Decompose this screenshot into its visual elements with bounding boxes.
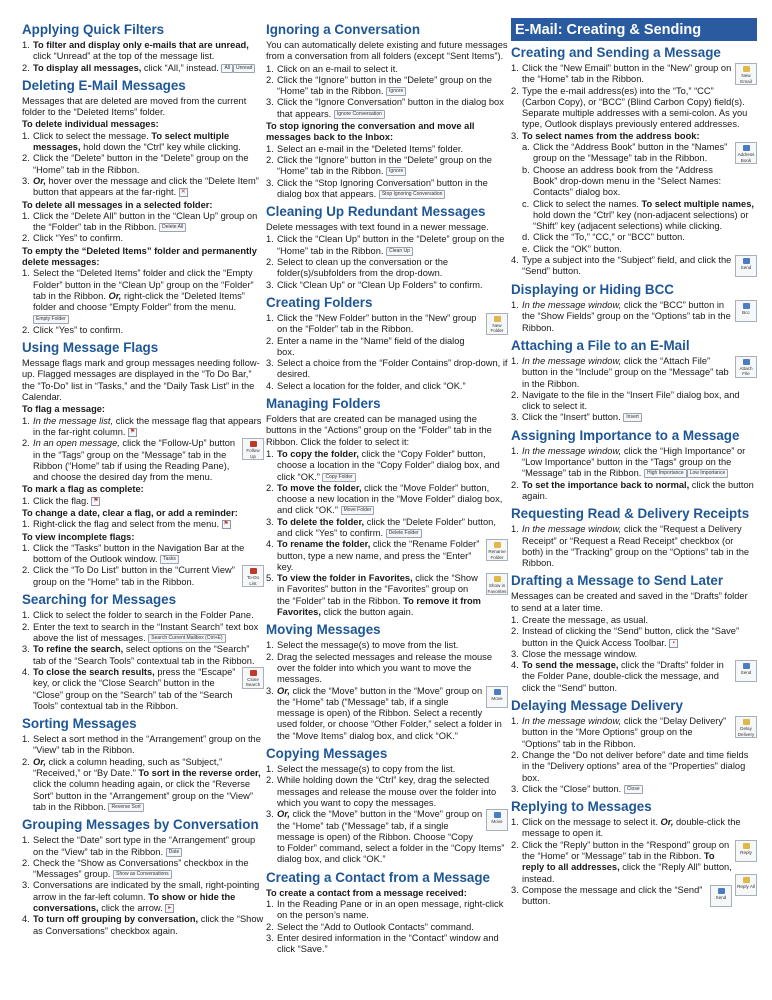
delete-all-button[interactable]: Delete All [159, 223, 186, 232]
column-2 [266, 18, 508, 955]
date-button[interactable]: Date [166, 848, 183, 857]
step: 3. To delete the folder, click the “Delete Folder” button, and click “Yes” to confirm. Delete Folder [266, 516, 496, 538]
step: 2. To move the folder, click the “Move Folder” button, choose a new location in the “Move Folder” dialog box, and click “OK.” Move Folder [266, 482, 503, 516]
step: 1. Click the “Clean Up” button in the “Delete” group on the “Home” tab in the Ribbon. Clean Up [266, 234, 505, 256]
step: 1. In the message window, click the “High Importance” or “Low Importance” button in the “Tags” group on the “Message” tab in the Ribbon. High Importance Low Importance [511, 445, 746, 479]
delete-x-icon[interactable]: ✕ [180, 189, 186, 196]
heading-applying-quick-filters: Applying Quick Filters [22, 22, 165, 37]
send-button[interactable]: Send [735, 255, 757, 277]
low-importance-button[interactable]: Low Importance [687, 469, 729, 478]
heading-searching-messages: Searching for Messages [22, 592, 177, 608]
high-importance-button[interactable]: High Importance [644, 469, 687, 478]
step: 1. In the Reading Pane or in an open message, right-click on the person’s name. [266, 899, 504, 921]
step: 2. Or, click a column heading, such as “Subject,” “Received,” or “By Date.” To sort in the reverse order, click the column heading again, or click the “Reverse Sort” button in the “Arrangement” group on the “View” tab in the Ribbon. Reverse Sort [22, 756, 261, 812]
step: 1. Click on an e-mail to select it. [266, 63, 398, 74]
step: 2. To set the importance back to normal, click the button again. [511, 479, 754, 501]
section-banner: E-Mail: Creating & Sending [511, 18, 757, 41]
heading-deleting-messages: Deleting E-Mail Messages [22, 77, 186, 93]
subheading: To flag a message: [22, 404, 106, 415]
clean-up-button[interactable]: Clean Up [386, 247, 413, 256]
heading-sorting-messages: Sorting Messages [22, 716, 137, 732]
paragraph: Delete messages with text found in a newer message. [266, 222, 489, 233]
paragraph: Messages that are deleted are moved from the current folder to the “Deleted Items” folder. [22, 95, 247, 118]
follow-up-button[interactable]: Follow Up [242, 438, 264, 460]
substep: e. Click the “OK” button. [522, 243, 622, 254]
step: 3. Or, hover over the message and click the “Delete Item” button that appears at the far-right. ✕ [22, 175, 259, 198]
bcc-button[interactable]: Bcc [735, 300, 757, 322]
substep: a. Address Book Click the “Address Book” button in the “Names” group on the “Message” tab in the Ribbon. [522, 142, 757, 165]
insert-button[interactable]: Insert [623, 413, 642, 422]
step: 1. In the message list, click the message flag that appears in the far-right column. ⚑ [22, 415, 262, 437]
step: 1. Select the “Deleted Items” folder and click the “Empty Folder” button in the “Clean Up” group on the “Folder” tab in the Ribbon. Or, right-click the “Deleted Items” folder and choose “Empty Folder” from the menu. Empty Folder [22, 268, 254, 322]
heading-grouping-conversation: Grouping Messages by Conversation [22, 817, 259, 833]
stop-ignoring-button[interactable]: Stop Ignoring Conversation [379, 190, 446, 199]
step: 1. Bcc In the message window, click the “BCC” button in the “Show Fields” group on the “Options” tab in the Ribbon. [511, 300, 757, 334]
heading-creating-sending: Creating and Sending a Message [511, 45, 721, 60]
column-1 [22, 18, 264, 937]
substep: c. Click to select the names. To select multiple names, hold down the “Ctrl” key (non-adjacent selections) or “Shift” key (adjacent selections) while clicking. [522, 198, 754, 232]
subheading: To create a contact from a message received: [266, 887, 467, 898]
ignore-conversation-button[interactable]: Ignore Conversation [334, 110, 385, 119]
paragraph: Messages can be created and saved in the “Drafts” folder to send at a later time. [511, 591, 748, 613]
step: 2. To display all messages, click “All,” instead. All Unread [22, 63, 264, 74]
step: 1. Right-click the flag and select from the menu. ⚑ [22, 519, 229, 530]
step: 1. Click to select the folder to search in the Folder Pane. [22, 610, 254, 621]
step: 1. In the message window, click the “Request a Delivery Receipt” or “Request a Read Receipt” checkbox (or both) in the “Tracking” group on the “Options” tab in the Ribbon. [511, 524, 750, 569]
step: 3. Enter desired information in the “Contact” window and click “Save.” [266, 932, 499, 955]
copy-folder-button[interactable]: Copy Folder [322, 473, 355, 482]
paragraph: You can automatically delete existing and future messages from a conversation from all folders (except “Sent Items”). [266, 40, 508, 62]
move-folder-button[interactable]: Move Folder [341, 506, 375, 515]
send-button[interactable]: Send [710, 885, 732, 907]
heading-receipts: Requesting Read & Delivery Receipts [511, 506, 750, 522]
step: 1. New Folder Click the “New Folder” button in the “New” group on the “Folder” tab in the Ribbon. [266, 313, 508, 336]
paragraph: Folders that are created can be managed using the buttons in the “Actions” group on the “Folder” tab in the Ribbon. Click the folder to select it: [266, 414, 492, 447]
reply-all-button[interactable]: Reply All [735, 874, 757, 896]
flag-icon[interactable]: ⚑ [93, 497, 99, 504]
step: 3. To refine the search, select options on the “Search” tab of the “Search Tools” contextual tab in the Ribbon. [22, 644, 255, 666]
subheading: To view incomplete flags: [22, 531, 135, 542]
all-filter-button[interactable]: All [221, 64, 233, 73]
step: 3. Move Or, click the “Move” button in the “Move” group on the “Home” tab (“Message” tab, if a single message is open) of the Ribbon. Select a recently used folder, or choose “Other Folder,” select a folder in the “Move Items” dialog box, and click “OK.” [266, 686, 508, 742]
show-in-favorites-button[interactable]: Show in Favorites [486, 573, 508, 595]
step: 1. Select an e-mail in the “Deleted Items” folder. [266, 143, 464, 154]
step: 2. Click “Yes” to confirm. [22, 324, 124, 335]
heading-drafting: Drafting a Message to Send Later [511, 573, 724, 589]
step: 4. Rename Folder To rename the folder, click the “Rename Folder” button, type a new name, and press the “Enter” key. [266, 539, 508, 573]
step: 1. Select the message(s) to copy from the list. [266, 764, 456, 775]
new-folder-button[interactable]: New Folder [486, 313, 508, 335]
heading-importance: Assigning Importance to a Message [511, 427, 740, 443]
step: 5. Show in Favorites To view the folder in Favorites, click the “Show in Favorites” button in the “Favorites” group on the “Folder” tab in the Ribbon. To remove it from Favorites, click the button again. [266, 573, 507, 618]
step: 1. Click to select the message. To select multiple messages, hold down the “Ctrl” key while clicking. [22, 130, 241, 153]
close-search-button[interactable]: Close Search [242, 667, 264, 689]
heading-attaching-file: Attaching a File to an E-Mail [511, 337, 690, 353]
heading-ignoring-conversation: Ignoring a Conversation [266, 22, 421, 37]
step: 1. To copy the folder, click the “Copy Folder” button, choose a location in the “Copy Folder” dialog box, and click “OK.” Copy Folder [266, 448, 500, 482]
step: 4. To turn off grouping by conversation, click the “Show as Conversations” checkbox again. [22, 914, 264, 936]
heading-message-flags: Using Message Flags [22, 340, 159, 356]
heading-copying-messages: Copying Messages [266, 746, 388, 762]
step: 3. Click the “Ignore Conversation” button in the dialog box that appears. Ignore Conversation [266, 97, 504, 119]
step: 1. New Email Click the “New Email” button in the “New” group on the “Home” tab in the Ribbon. [511, 63, 757, 86]
unread-filter-button[interactable]: Unread [233, 64, 255, 73]
step: 1. Select the “Date” sort type in the “Arrangement” group on the “View” tab in the Ribbon. Date [22, 835, 256, 857]
move-button[interactable]: Move [486, 686, 508, 708]
step: 1. Select the message(s) to move from the list. [266, 640, 459, 651]
step: 2. Select the “Add to Outlook Contacts” command. [266, 921, 474, 932]
step: 3. Close the message window. [511, 648, 638, 659]
heading-moving-messages: Moving Messages [266, 622, 381, 638]
subheading: To change a date, clear a flag, or add a reminder: [22, 507, 238, 518]
heading-bcc: Displaying or Hiding BCC [511, 282, 674, 298]
heading-managing-folders: Managing Folders [266, 396, 381, 412]
substep: b. Choose an address book from the “Address Book” drop-down menu in the “Select Names: Contacts” dialog box. [522, 164, 722, 198]
step: 2. Click the “Ignore” button in the “Delete” group on the “Home” tab in the Ribbon. Ignore [266, 154, 492, 177]
step: 3. Select a choice from the “Folder Contains” drop-down, if desired. [266, 358, 508, 380]
step: 3. Send Compose the message and click the “Send” button. [511, 885, 757, 908]
save-icon[interactable]: ▪ [669, 639, 678, 648]
step: 1. Click the flag. ⚑ [22, 495, 99, 506]
heading-replying: Replying to Messages [511, 799, 652, 815]
reverse-sort-button[interactable]: Reverse Sort [108, 803, 143, 812]
step: 2. Enter a name in the “Name” field of the dialog box. [266, 335, 465, 357]
move-button[interactable]: Move [486, 809, 508, 831]
step: 2. To-Do List Click the “To Do List” button in the “Current View” group on the “Home” tab in the Ribbon. [22, 565, 264, 588]
step: 2. Follow Up In an open message, click the “Follow-Up” button in the “Tags” group on the “Message” tab in the Ribbon (“Home” tab if using the Reading Pane), and choose the desired day from the menu. [22, 438, 264, 483]
arrow-icon[interactable]: ▸ [165, 904, 174, 913]
step: 2. Click the “Ignore” button in the “Delete” group on the “Home” tab in the Ribbon. Ignore [266, 74, 492, 97]
empty-folder-button[interactable]: Empty Folder [33, 315, 69, 324]
rename-folder-button[interactable]: Rename Folder [486, 539, 508, 561]
delete-folder-button[interactable]: Delete Folder [386, 529, 422, 538]
step: 2. Drag the selected messages and release the mouse over the folder into which you want to move the messages. [266, 651, 492, 685]
send-button[interactable]: Send [735, 660, 757, 682]
step: 3. Click the “Stop Ignoring Conversation” button in the dialog box that appears. Stop Ignoring Conversation [266, 177, 488, 199]
step: 4. Select a location for the folder, and click “OK.” [266, 380, 466, 391]
step: 2. Click the “Delete” button in the “Delete” group on the “Home” tab in the Ribbon. [22, 153, 249, 175]
step: 1. Click the “Tasks” button in the Navigation Bar at the bottom of the Outlook window. Tasks [22, 542, 245, 565]
step: 4. Send Type a subject into the “Subject” field, and click the “Send” button. [511, 255, 757, 278]
step: 1. Click on the message to select it. Or, double-click the message to open it. [511, 817, 741, 839]
step: 2. Check the “Show as Conversations” checkbox in the “Messages” group. Show as Conversations [22, 857, 249, 880]
heading-cleaning-up: Cleaning Up Redundant Messages [266, 204, 486, 220]
subheading: To delete all messages in a selected folder: [22, 199, 213, 210]
flag-icon[interactable]: ⚑ [129, 428, 136, 435]
close-button[interactable]: Close [624, 785, 643, 794]
ignore-button[interactable]: Ignore [386, 167, 406, 176]
show-as-conversations-checkbox[interactable]: Show as Conversations [113, 870, 172, 879]
heading-creating-folders: Creating Folders [266, 294, 373, 310]
step: 2. Type the e-mail address(es) into the “To,” “CC” (Carbon Copy), or “BCC” (Blind Carbon Copy) field(s). Separate multiple addresses with a semi-colon. As you type, Outlook displays previously entered addresses. [511, 85, 748, 130]
tasks-button[interactable]: Tasks [160, 555, 179, 564]
step: 4. Close Search To close the search results, press the “Escape” key, or click the “Close Search” button in the “Close” group on the “Search” tab of the “Search Tools” contextual tab in the Ribbon. [22, 667, 264, 712]
paragraph: Message flags mark and group messages needing follow-up. Flagged messages are displayed in the “To Do Bar,” the “To-Do” list in “Tasks,” and the “Daily Task List” in the Calendar. [22, 358, 260, 403]
step: 4. Send To send the message, click the “Drafts” folder in the Folder Pane, double-click the message, and click the “Send” button. [511, 660, 757, 694]
heading-delaying: Delaying Message Delivery [511, 698, 683, 714]
step: 3. Conversations are indicated by the small, right-pointing arrow in the far-left column. To show or hide the conversations, click the arrow. ▸ [22, 880, 260, 913]
reply-button[interactable]: Reply [735, 840, 757, 862]
step: 2. Navigate to the file in the “Insert File” dialog box, and click to select it. [511, 389, 740, 412]
step: 1. Select a sort method in the “Arrangement” group on the “View” tab in the Ribbon. [22, 734, 261, 756]
attach-file-button[interactable]: Attach File [735, 356, 757, 378]
column-3 [511, 18, 757, 908]
step: 3. Move Or, click the “Move” button in the “Move” group on the “Home” tab (“Message” tab, if a single message is open) of the Ribbon. Choose “Copy to Folder” command, select a folder in the “Copy Items” dialog box, and click “OK.” [266, 809, 508, 865]
step: 1. Click the “Delete All” button in the “Clean Up” group on the “Folder” tab in the Ribbon. Delete All [22, 210, 258, 233]
to-do-list-button[interactable]: To-Do List [242, 565, 264, 587]
address-book-button[interactable]: Address Book [735, 142, 757, 164]
step: 1. To filter and display only e-mails that are unread, click “Unread” at the top of the message list. [22, 40, 249, 62]
subheading: To delete individual messages: [22, 119, 159, 130]
step: 2. Enter the text to search in the “Instant Search” text box above the list of messages. Search Current Mailbox (Ctrl+E) [22, 621, 259, 644]
step: 1. Create the message, as usual. [511, 614, 649, 625]
instant-search-box[interactable]: Search Current Mailbox (Ctrl+E) [148, 634, 225, 643]
step: 3. Click “Clean Up” or “Clean Up Folders” to confirm. [266, 279, 483, 290]
subheading: To stop ignoring the conversation and move all messages back to the Inbox: [266, 121, 475, 143]
heading-creating-contact: Creating a Contact from a Message [266, 869, 490, 885]
flag-icon[interactable]: ⚑ [223, 521, 229, 528]
delay-delivery-button[interactable]: Delay Delivery [735, 716, 757, 738]
step: 2. While holding down the “Ctrl” key, drag the selected messages and release the mouse over the folder into which you want to copy the messages. [266, 775, 497, 808]
step: 2. Reply Click the “Reply” button in the “Respond” group on the “Home” or “Message” tab in the Ribbon. To reply to all addresses, click the “Reply All” button, instead. Reply All [511, 840, 757, 885]
step: 2. Instead of clicking the “Send” button, click the “Save” button in the Quick Access Toolbar. ▪ [511, 626, 740, 648]
step: 2. Change the “Do not deliver before” date and time fields in the “Delivery options” area of the “Properties” dialog box. [511, 749, 749, 783]
step: 3. Click the “Close” button. Close [511, 784, 757, 795]
step: 3. Click the “Insert” button. Insert [511, 412, 757, 423]
subheading: To mark a flag as complete: [22, 484, 144, 495]
subheading: To empty the “Deleted Items” folder and permanently delete messages: [22, 245, 257, 268]
step: 3. To select names from the address book: [511, 130, 700, 141]
step: 1. Delay Delivery In the message window, click the “Delay Delivery” button in the “More Options” group on the “Options” tab in the Ribbon. [511, 716, 757, 750]
new-email-button[interactable]: New Email [735, 63, 757, 85]
ignore-button[interactable]: Ignore [386, 87, 406, 96]
step: 2. Click “Yes” to confirm. [22, 233, 124, 244]
step: 1. Attach File In the message window, click the “Attach File” button in the “Include” group on the “Message” tab in the Ribbon. [511, 356, 757, 390]
substep: d. Click the “To,” “CC,” or “BCC” button. [522, 232, 685, 243]
step: 2. Select to clean up the conversation or the folder(s)/subfolders from the drop-down. [266, 257, 449, 279]
